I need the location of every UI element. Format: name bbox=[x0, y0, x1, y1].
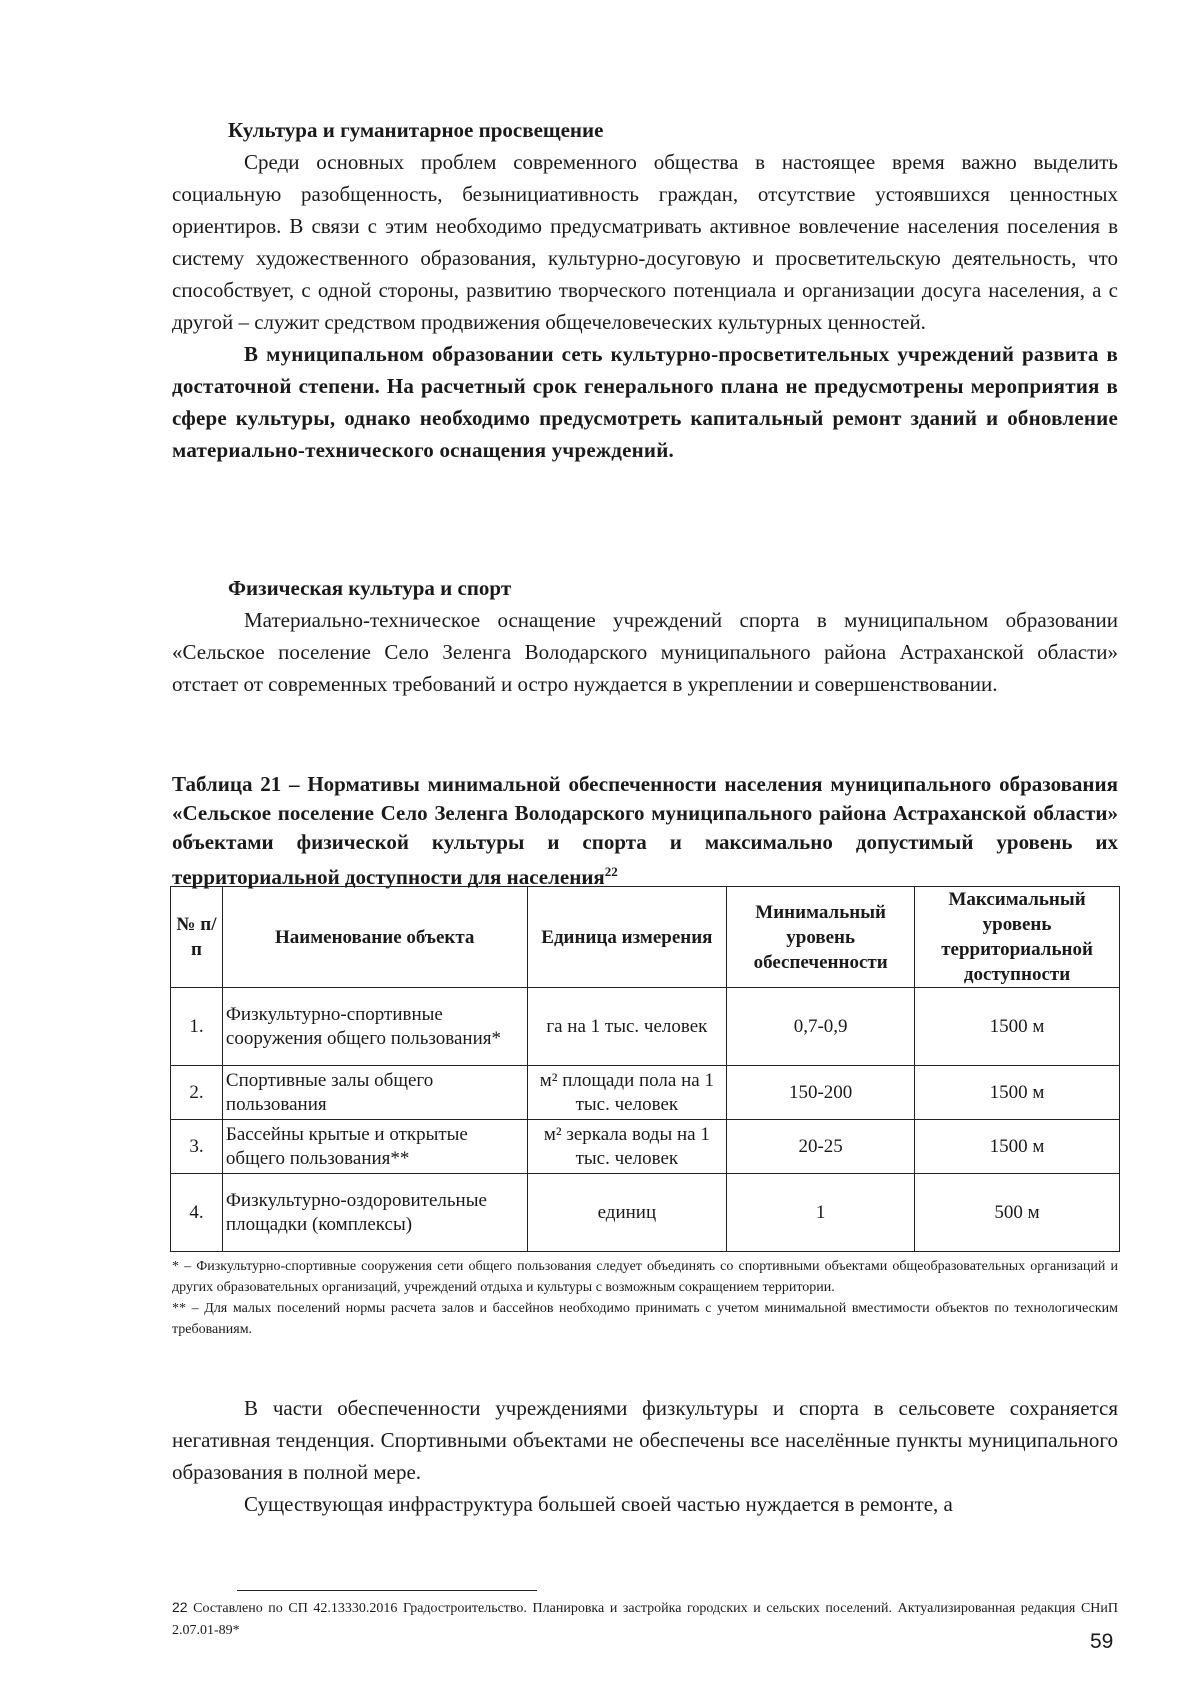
row-num: 4. bbox=[171, 1174, 223, 1252]
row-unit: га на 1 тыс. человек bbox=[527, 988, 727, 1066]
row-unit: м² площади пола на 1 тыс. человек bbox=[527, 1066, 727, 1120]
table-row bbox=[171, 988, 1120, 1066]
row-min: 150-200 bbox=[727, 1066, 915, 1120]
row-num: 1. bbox=[171, 988, 223, 1066]
sport-heading: Физическая культура и спорт bbox=[228, 576, 512, 600]
culture-heading: Культура и гуманитарное просвещение bbox=[228, 118, 604, 142]
after-table-paragraph-1: В части обеспеченности учреждениями физкультуры и спорта в сельсовете сохраняется негативная тенденция. Спортивными объектами не обеспечены все населённые пункты муниципального образования в полной мере. bbox=[172, 1396, 1118, 1484]
row-name: Бассейны крытые и открытые общего пользования** bbox=[222, 1120, 527, 1174]
row-num: 2. bbox=[171, 1066, 223, 1120]
table-caption bbox=[172, 770, 1118, 892]
row-name: Спортивные залы общего пользования bbox=[222, 1066, 527, 1120]
row-access: 1500 м bbox=[915, 1066, 1120, 1120]
page-number: 59 bbox=[1090, 1630, 1114, 1653]
row-unit: единиц bbox=[527, 1174, 727, 1252]
header-name: Наименование объекта bbox=[222, 887, 527, 988]
table-caption-footnote-ref: 22 bbox=[604, 864, 618, 879]
row-min: 1 bbox=[727, 1174, 915, 1252]
row-name: Физкультурно-оздоровительные площадки (комплексы) bbox=[222, 1174, 527, 1252]
header-max-access: Максимальный уровень территориальной доступности bbox=[915, 887, 1120, 988]
sport-section-body bbox=[172, 604, 1118, 700]
culture-paragraph-2: В муниципальном образовании сеть культурно-просветительных учреждений развита в достаточной степени. На расчетный срок генерального плана не предусмотрены мероприятия в сфере культуры, однако необходимо предусмотреть капитальный ремонт зданий и обновление материально-технического оснащения учреждений. bbox=[172, 342, 1118, 462]
culture-paragraph-1: Среди основных проблем современного общества в настоящее время важно выделить социальную разобщенность, безынициативность граждан, отсутствие устоявшихся ценностных ориентиров. В связи с этим необходимо предусматривать активное вовлечение населения поселения в систему художественного образования, культурно-досуговую и просветительскую деятельность, что способствует, с одной стороны, развитию творческого потенциала и организации досуга населения, а с другой – служит средством продвижения общечеловеческих культурных ценностей. bbox=[172, 150, 1118, 334]
table-caption-text: Таблица 21 – Нормативы минимальной обеспеченности населения муниципального образования «Сельское поселение Село Зеленга Володарского муниципального района Астраханской области» объектами физической культуры и спорта и максимально допустимый уровень их территориальной доступности для населения bbox=[172, 772, 1118, 889]
row-unit: м² зеркала воды на 1 тыс. человек bbox=[527, 1120, 727, 1174]
footnote-text: Составлено по СП 42.13330.2016 Градостроительство. Планировка и застройка городских и сельских поселений. Актуализированная редакция СНиП 2.07.01-89* bbox=[172, 1601, 1119, 1638]
row-min: 0,7-0,9 bbox=[727, 988, 915, 1066]
row-access: 1500 м bbox=[915, 988, 1120, 1066]
row-name: Физкультурно-спортивные сооружения общего пользования* bbox=[222, 988, 527, 1066]
table-row bbox=[171, 1066, 1120, 1120]
table-row bbox=[171, 1120, 1120, 1174]
header-min-level: Минимальный уровень обеспеченности bbox=[727, 887, 915, 988]
table-notes bbox=[172, 1256, 1118, 1340]
table-note-1: * – Физкультурно-спортивные сооружения сети общего пользования следует объединять со спортивными объектами общеобразовательных организаций и других образовательных организаций, учреждений отдыха и культуры с возможным сокращением территории. bbox=[172, 1259, 1118, 1295]
row-num: 3. bbox=[171, 1120, 223, 1174]
sport-paragraph-1: Материально-техническое оснащение учреждений спорта в муниципальном образовании «Сельское поселение Село Зеленга Володарского муниципального района Астраханской области» отстает от современных требований и остро нуждается в укреплении и совершенствовании. bbox=[172, 608, 1118, 696]
table-note-2: ** – Для малых поселений нормы расчета залов и бассейнов необходимо принимать с учетом минимальной вместимости объектов по технологическим требованиям. bbox=[172, 1301, 1118, 1337]
after-table-paragraph-2: Существующая инфраструктура большей своей частью нуждается в ремонте, а bbox=[244, 1492, 953, 1516]
after-table-body bbox=[172, 1392, 1118, 1520]
row-min: 20-25 bbox=[727, 1120, 915, 1174]
header-num: № п/п bbox=[171, 887, 223, 988]
row-access: 500 м bbox=[915, 1174, 1120, 1252]
footnote bbox=[172, 1596, 1118, 1642]
row-access: 1500 м bbox=[915, 1120, 1120, 1174]
table-row bbox=[171, 1174, 1120, 1252]
footnote-separator bbox=[237, 1590, 537, 1591]
sport-norms-table bbox=[170, 886, 1120, 1252]
header-unit: Единица измерения bbox=[527, 887, 727, 988]
table-header-row bbox=[171, 887, 1120, 988]
footnote-number: 22 bbox=[172, 1599, 188, 1615]
culture-section-body bbox=[172, 146, 1118, 466]
